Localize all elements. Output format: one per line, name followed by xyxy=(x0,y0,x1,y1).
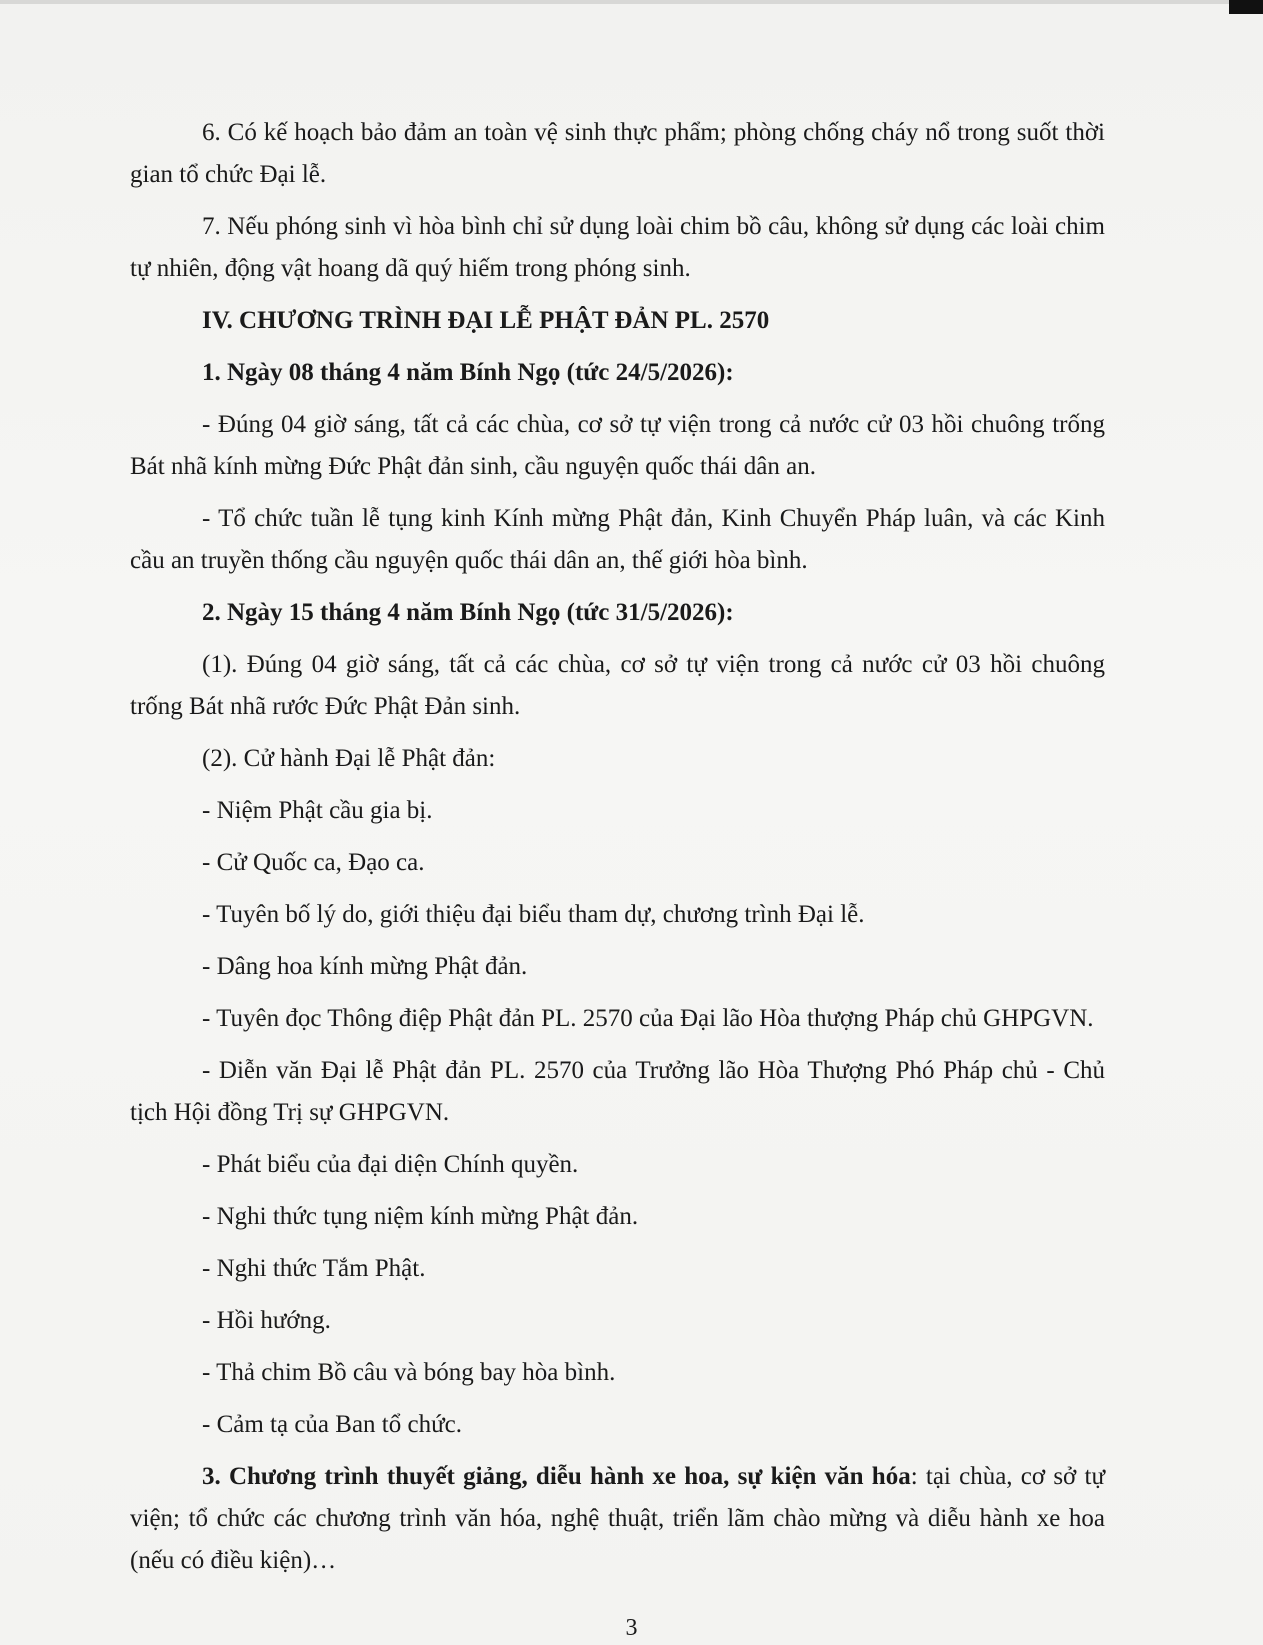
scan-corner-mark xyxy=(1229,0,1263,14)
day2-item: - Tuyên bố lý do, giới thiệu đại biểu tham dự, chương trình Đại lễ. xyxy=(202,901,865,928)
day2-item: (2). Cử hành Đại lễ Phật đản: xyxy=(202,745,496,772)
scan-top-edge xyxy=(0,0,1263,4)
day2-item: - Diễn văn Đại lễ Phật đản PL. 2570 của Trưởng lão Hòa Thượng Phó Pháp chủ - Chủ tịch Hội đồng Trị sự GHPGVN. xyxy=(130,1057,1105,1126)
day2-item: - Hồi hướng. xyxy=(202,1307,331,1334)
document-body xyxy=(130,112,1105,1592)
day2-item: - Tuyên đọc Thông điệp Phật đản PL. 2570 của Đại lão Hòa thượng Pháp chủ GHPGVN. xyxy=(202,1005,1094,1032)
day2-item: - Niệm Phật cầu gia bị. xyxy=(202,797,433,824)
day2-item: - Dâng hoa kính mừng Phật đản. xyxy=(202,953,528,980)
paragraph-7: 7. Nếu phóng sinh vì hòa bình chỉ sử dụng loài chim bồ câu, không sử dụng các loài chim tự nhiên, động vật hoang dã quý hiếm trong phóng sinh. xyxy=(130,213,1105,282)
day1-item: - Tổ chức tuần lễ tụng kinh Kính mừng Phật đản, Kinh Chuyển Pháp luân, và các Kinh cầu an truyền thống cầu nguyện quốc thái dân an, thế giới hòa bình. xyxy=(130,505,1105,574)
day3-paragraph xyxy=(130,1456,1105,1582)
day1-title: 1. Ngày 08 tháng 4 năm Bính Ngọ (tức 24/5/2026): xyxy=(202,359,734,386)
day2-item: - Phát biểu của đại diện Chính quyền. xyxy=(202,1151,579,1178)
page-number: 3 xyxy=(625,1615,638,1641)
day2-title: 2. Ngày 15 tháng 4 năm Bính Ngọ (tức 31/5/2026): xyxy=(202,599,734,626)
day2-item: (1). Đúng 04 giờ sáng, tất cả các chùa, cơ sở tự viện trong cả nước cử 03 hồi chuông trống Bát nhã rước Đức Phật Đản sinh. xyxy=(130,651,1105,720)
day2-item: - Thả chim Bồ câu và bóng bay hòa bình. xyxy=(202,1359,616,1386)
day3-title: 3. Chương trình thuyết giảng, diễu hành xe hoa, sự kiện văn hóa xyxy=(202,1463,911,1490)
day2-item: - Nghi thức tụng niệm kính mừng Phật đản. xyxy=(202,1203,639,1230)
day3-text: : tại chùa, cơ sở tự viện; tổ chức các chương trình văn hóa, nghệ thuật, triển lãm chào mừng và diễu hành xe hoa (nếu có điều kiện)… xyxy=(130,1463,1105,1574)
day2-item: - Nghi thức Tắm Phật. xyxy=(202,1255,426,1282)
day2-item: - Cảm tạ của Ban tổ chức. xyxy=(202,1411,462,1438)
paragraph-6: 6. Có kế hoạch bảo đảm an toàn vệ sinh thực phẩm; phòng chống cháy nổ trong suốt thời gian tổ chức Đại lễ. xyxy=(130,119,1105,188)
day1-item: - Đúng 04 giờ sáng, tất cả các chùa, cơ sở tự viện trong cả nước cử 03 hồi chuông trống Bát nhã kính mừng Đức Phật đản sinh, cầu nguyện quốc thái dân an. xyxy=(130,411,1105,480)
day2-item: - Cử Quốc ca, Đạo ca. xyxy=(202,849,425,876)
section-title: IV. CHƯƠNG TRÌNH ĐẠI LỄ PHẬT ĐẢN PL. 2570 xyxy=(202,307,770,334)
